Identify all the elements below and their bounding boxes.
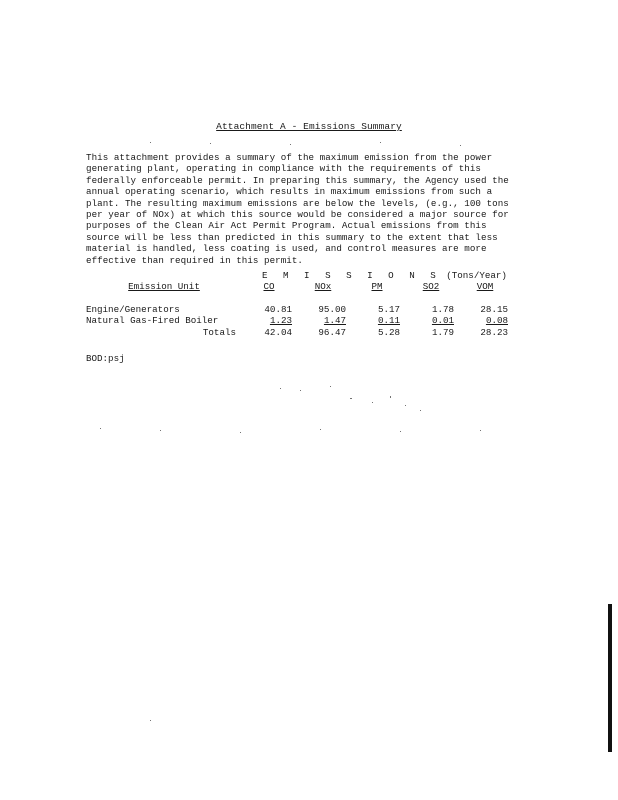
cell-nox: 95.00: [318, 303, 346, 315]
cell-vom: 28.15: [480, 303, 508, 315]
cell-pm: 0.11: [377, 315, 400, 327]
paragraph-line: source will be less than predicted in this summary to the extent that less: [86, 231, 498, 243]
totals-row: [86, 327, 512, 338]
page-title: Attachment A - Emissions Summary: [216, 121, 402, 132]
scan-edge-bar: [608, 604, 612, 752]
total-vom: 28.23: [480, 326, 508, 338]
scan-speck: [160, 430, 161, 431]
table-row: [86, 315, 512, 326]
total-nox: 96.47: [318, 326, 346, 338]
total-so2: 1.79: [431, 326, 454, 338]
scan-speck: [290, 144, 291, 145]
cell-co: 1.23: [269, 315, 292, 327]
author-initials: BOD:psj: [86, 353, 125, 364]
paragraph-line: purposes of the Clean Air Act Permit Program. Actual emissions from this: [86, 220, 487, 232]
scan-speck: [150, 720, 151, 721]
paragraph-line: material is handled, less coating is used, and control measures are more: [86, 243, 487, 255]
cell-nox: 1.47: [323, 315, 346, 327]
scan-speck: [320, 429, 321, 430]
scan-speck: [400, 431, 401, 432]
cell-so2: 0.01: [431, 315, 454, 327]
total-pm: 5.28: [377, 326, 400, 338]
scan-speck: [460, 145, 461, 146]
summary-paragraph: [86, 152, 526, 266]
totals-label: Totals: [202, 326, 236, 338]
scan-speck: [350, 398, 352, 399]
scan-speck: [300, 390, 301, 391]
scan-speck: [480, 430, 481, 431]
paragraph-line: per year of NOx) at which this source would be considered a major source for: [86, 209, 509, 221]
scan-speck: [380, 142, 381, 143]
scan-speck: [420, 410, 421, 411]
col-header-nox: NOx: [314, 281, 332, 292]
paragraph-line: effective than required in this permit.: [86, 254, 303, 266]
emissions-label: E M I S S I O N S: [262, 270, 441, 281]
emissions-units: (Tons/Year): [446, 270, 507, 281]
cell-so2: 1.78: [431, 303, 454, 315]
scan-speck: [390, 396, 391, 398]
cell-co: 40.81: [264, 303, 292, 315]
scan-speck: [405, 405, 406, 406]
scan-speck: [280, 388, 281, 389]
col-header-so2: SO2: [422, 281, 440, 292]
scan-speck: [372, 402, 373, 403]
scan-speck: [100, 428, 101, 429]
cell-pm: 5.17: [377, 303, 400, 315]
col-header-co: CO: [263, 281, 275, 292]
table-header-row: [86, 281, 512, 292]
table-row: [86, 304, 512, 315]
total-co: 42.04: [264, 326, 292, 338]
paragraph-line: federally enforceable permit. In preparing this summary, the Agency used the: [86, 174, 509, 186]
col-header-pm: PM: [371, 281, 383, 292]
scan-speck: [240, 432, 241, 433]
paragraph-line: This attachment provides a summary of the maximum emission from the power: [86, 152, 493, 163]
table-spacer: [86, 292, 512, 303]
scan-speck: [330, 386, 331, 387]
emission-unit-header: Emission Unit: [128, 281, 200, 292]
paragraph-line: generating plant, operating in compliance with the requirements of this: [86, 163, 482, 175]
scan-speck: [210, 143, 211, 144]
emissions-table: [86, 281, 512, 338]
scan-speck: [150, 142, 151, 143]
row-name: Natural Gas-Fired Boiler: [86, 315, 219, 327]
emissions-header: [262, 270, 507, 281]
cell-vom: 0.08: [485, 315, 508, 327]
paragraph-line: annual operating scenario, which results in maximum emissions from such a: [86, 186, 493, 198]
row-name: Engine/Generators: [86, 303, 180, 315]
col-header-vom: VOM: [476, 281, 494, 292]
paragraph-line: plant. The resulting maximum emissions are below the levels, (e.g., 100 tons: [86, 197, 509, 209]
